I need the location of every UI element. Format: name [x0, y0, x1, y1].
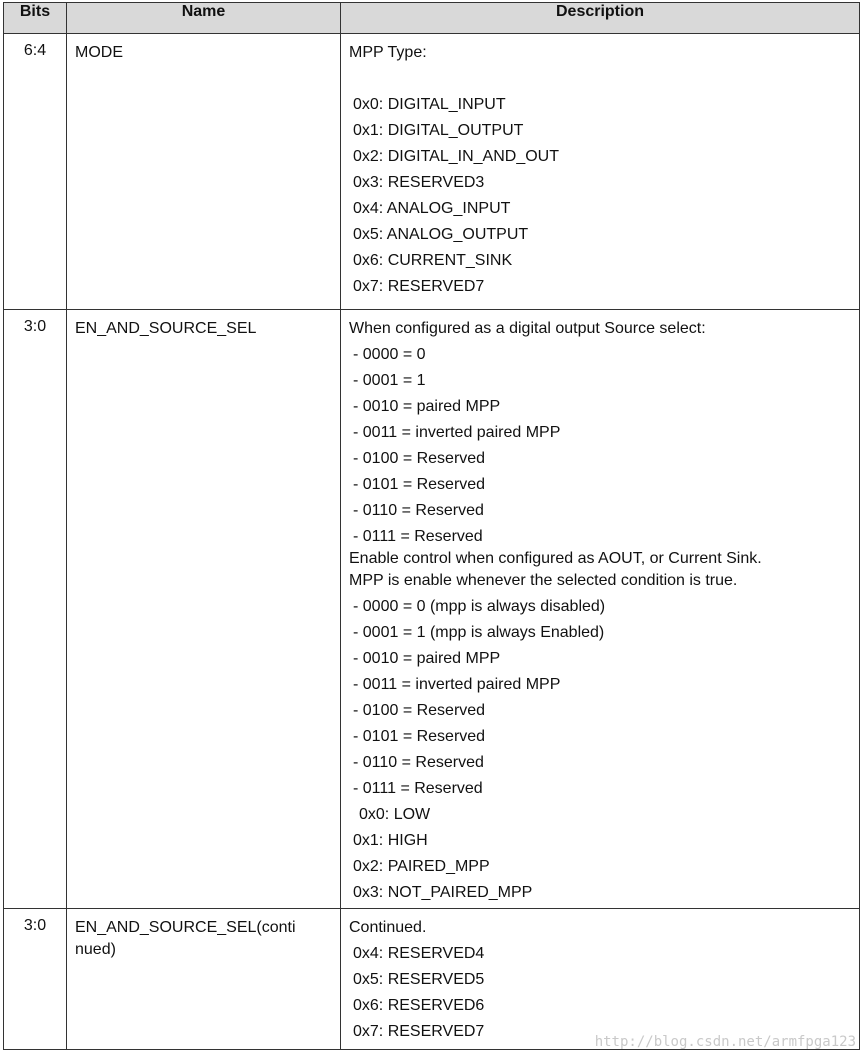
list-item: - 0101 = Reserved [353, 476, 486, 493]
name-line: EN_AND_SOURCE_SEL(conti [75, 919, 296, 936]
list-item: 0x3: RESERVED3 [353, 174, 485, 191]
list-item: 0x0: DIGITAL_INPUT [353, 96, 506, 113]
list-item: 0x3: NOT_PAIRED_MPP [353, 884, 533, 901]
description-title: Continued. [349, 919, 427, 936]
description-title: When configured as a digital output Source select: [349, 320, 706, 337]
list-item: 0x0: LOW [359, 806, 431, 823]
watermark: http://blog.csdn.net/armfpga123 [594, 1034, 856, 1050]
enable-text: MPP is enable whenever the selected condition is true. [349, 572, 738, 589]
description-cell [341, 909, 860, 1050]
bits-cell: 3:0 [4, 909, 67, 1050]
list-item: - 0101 = Reserved [353, 728, 486, 745]
list-item: - 0100 = Reserved [353, 702, 486, 719]
list-item: 0x6: CURRENT_SINK [353, 252, 513, 269]
header-bits: Bits [4, 3, 67, 34]
register-table [3, 2, 860, 1050]
list-item: - 0001 = 1 (mpp is always Enabled) [353, 624, 605, 641]
list-item: 0x6: RESERVED6 [353, 997, 485, 1014]
list-item: - 0111 = Reserved [353, 528, 483, 545]
list-item: - 0111 = Reserved [353, 780, 483, 797]
list-item: 0x2: DIGITAL_IN_AND_OUT [353, 148, 559, 165]
bits-cell: 3:0 [4, 310, 67, 909]
list-item: 0x7: RESERVED7 [353, 278, 485, 295]
list-item: - 0100 = Reserved [353, 450, 486, 467]
header-name: Name [67, 3, 341, 34]
list-item: - 0011 = inverted paired MPP [353, 424, 561, 441]
list-item: - 0010 = paired MPP [353, 398, 501, 415]
list-item: 0x1: HIGH [353, 832, 428, 849]
list-item: 0x4: RESERVED4 [353, 945, 485, 962]
list-item: - 0001 = 1 [353, 372, 426, 389]
list-item: - 0000 = 0 (mpp is always disabled) [353, 598, 606, 615]
description-title: MPP Type: [349, 44, 427, 61]
table-row [4, 909, 860, 1050]
description-cell [341, 34, 860, 310]
header-row [4, 3, 860, 34]
table-row [4, 310, 860, 909]
table-row [4, 34, 860, 310]
list-item: - 0110 = Reserved [353, 754, 484, 771]
name-cell [67, 909, 341, 1050]
list-item: 0x1: DIGITAL_OUTPUT [353, 122, 524, 139]
list-item: - 0000 = 0 [353, 346, 426, 363]
name-cell: MODE [67, 34, 341, 310]
description-cell [341, 310, 860, 909]
list-item: - 0011 = inverted paired MPP [353, 676, 561, 693]
list-item: 0x5: RESERVED5 [353, 971, 485, 988]
list-item: - 0010 = paired MPP [353, 650, 501, 667]
list-item: 0x5: ANALOG_OUTPUT [353, 226, 529, 243]
header-description: Description [341, 3, 860, 34]
list-item: 0x4: ANALOG_INPUT [353, 200, 511, 217]
enable-text: Enable control when configured as AOUT, or Current Sink. [349, 550, 762, 567]
name-cell: EN_AND_SOURCE_SEL [67, 310, 341, 909]
list-item: 0x7: RESERVED7 [353, 1023, 485, 1040]
list-item: 0x2: PAIRED_MPP [353, 858, 490, 875]
bits-cell: 6:4 [4, 34, 67, 310]
name-line: nued) [75, 941, 116, 958]
list-item: - 0110 = Reserved [353, 502, 484, 519]
